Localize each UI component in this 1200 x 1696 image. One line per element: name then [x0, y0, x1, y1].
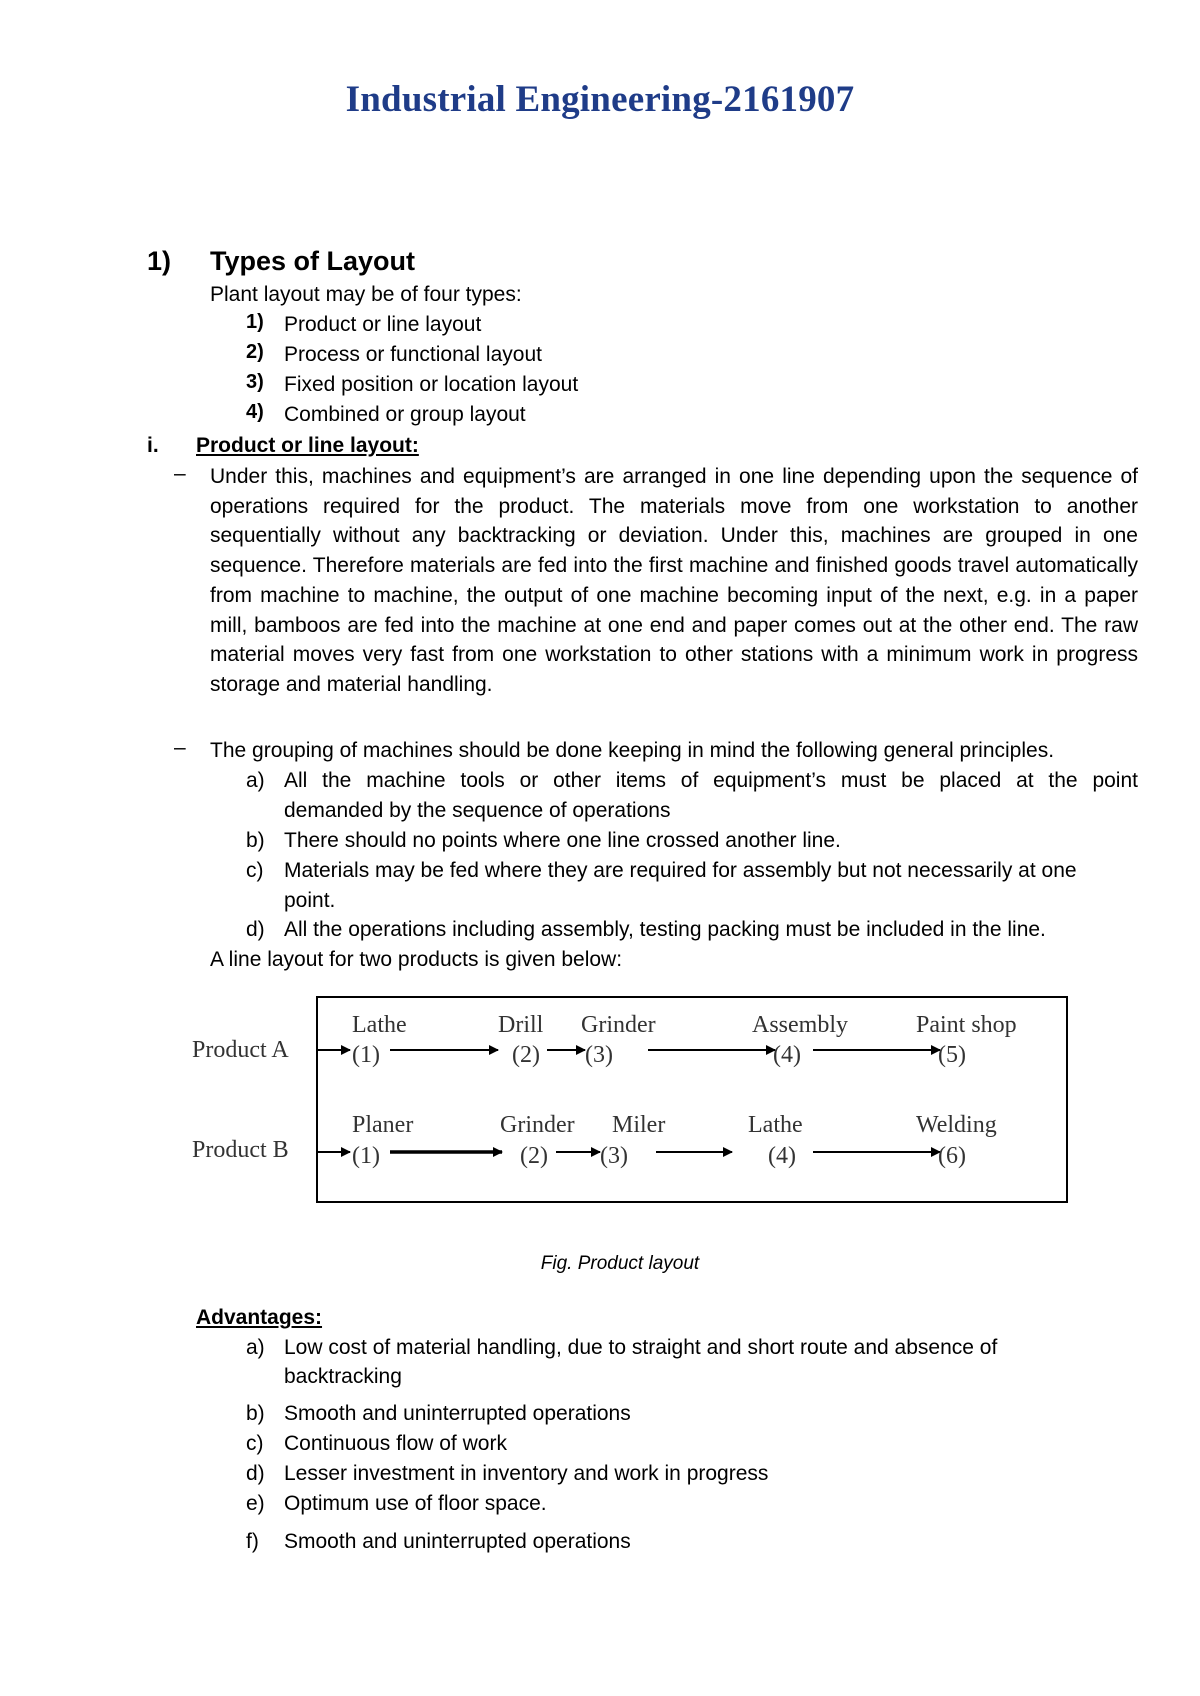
list-item: Product or line layout	[284, 313, 482, 336]
station-number: (2)	[520, 1143, 548, 1169]
station-name: Assembly	[752, 1012, 848, 1038]
list-item-letter: b)	[246, 829, 265, 852]
list-item-letter: f)	[246, 1530, 259, 1553]
station-name: Paint shop	[916, 1012, 1017, 1038]
list-item: Low cost of material handling, due to straight and short route and absence of	[284, 1336, 998, 1359]
station-name: Grinder	[500, 1112, 575, 1138]
list-item: Smooth and uninterrupted operations	[284, 1530, 631, 1553]
description-paragraph: Under this, machines and equipment’s are arranged in one line depending upon the sequence of operations required for the product. The materials move from one workstation to another sequentially without any backtracking or deviation. Under this, machines are grouped in one sequence. Therefore materials are fed into the first machine and finished goods travel automatically from machine to machine, the output of one machine becoming input of the next, e.g. in a paper mill, bamboos are fed into the machine at one end and paper comes out at the other end. The raw material moves very fast from one workstation to other stations with a minimum work in progress storage and material handling.	[210, 465, 1138, 696]
list-item-number: 4)	[246, 401, 264, 423]
list-item: All the operations including assembly, testing packing must be included in the line.	[284, 918, 1046, 941]
list-item: Continuous flow of work	[284, 1432, 507, 1455]
figure-caption: Fig. Product layout	[540, 1253, 700, 1274]
list-item-letter: c)	[246, 1432, 264, 1455]
list-item-continuation: backtracking	[284, 1365, 402, 1388]
station-name: Lathe	[748, 1112, 803, 1138]
list-item: Optimum use of floor space.	[284, 1492, 547, 1515]
station-name: Planer	[352, 1112, 414, 1138]
station-name: Miler	[612, 1112, 666, 1138]
list-item-continuation: point.	[284, 889, 336, 912]
list-item: Lesser investment in inventory and work in progress	[284, 1462, 769, 1485]
product-b-label: Product B	[192, 1137, 289, 1163]
list-item-letter: e)	[246, 1492, 265, 1515]
list-item-letter: d)	[246, 918, 265, 941]
list-item-number: 2)	[246, 341, 264, 363]
list-item-continuation: demanded by the sequence of operations	[284, 799, 671, 822]
list-item: Materials may be fed where they are required for assembly but not necessarily at one	[284, 859, 1077, 882]
list-item-letter: a)	[246, 1336, 265, 1359]
station-number: (4)	[768, 1143, 796, 1169]
station-number: (5)	[938, 1042, 966, 1068]
station-number: (2)	[512, 1042, 540, 1068]
station-number: (1)	[352, 1042, 380, 1068]
list-item: All the machine tools or other items of equipment’s must be placed at the point	[284, 769, 1138, 792]
station-number: (3)	[600, 1143, 628, 1169]
station-number: (6)	[938, 1143, 966, 1169]
list-item-letter: b)	[246, 1402, 265, 1425]
product-layout-figure	[180, 990, 1080, 1220]
bullet-dash: –	[174, 462, 186, 485]
list-item-letter: a)	[246, 769, 265, 792]
station-name: Welding	[916, 1112, 997, 1138]
advantages-title: Advantages:	[196, 1306, 323, 1329]
figure-intro: A line layout for two products is given below:	[210, 948, 623, 971]
list-item-letter: d)	[246, 1462, 265, 1485]
list-item-number: 1)	[246, 311, 264, 333]
subsection-number: i.	[147, 434, 159, 457]
list-item-number: 3)	[246, 371, 264, 393]
list-item: Combined or group layout	[284, 403, 526, 426]
station-name: Drill	[498, 1012, 544, 1038]
principles-intro: The grouping of machines should be done keeping in mind the following general principles.	[210, 739, 1055, 762]
station-number: (1)	[352, 1143, 380, 1169]
section-intro: Plant layout may be of four types:	[210, 283, 522, 306]
station-number: (3)	[585, 1042, 613, 1068]
list-item: Fixed position or location layout	[284, 373, 579, 396]
subsection-title: Product or line layout:	[196, 434, 419, 457]
station-name: Lathe	[352, 1012, 407, 1038]
section-number: 1)	[147, 246, 172, 276]
section-title: Types of Layout	[210, 246, 416, 276]
page-title: Industrial Engineering-2161907	[345, 79, 855, 120]
list-item: Process or functional layout	[284, 343, 542, 366]
station-number: (4)	[773, 1042, 801, 1068]
bullet-dash: –	[174, 736, 186, 759]
product-a-label: Product A	[192, 1037, 289, 1063]
list-item-letter: c)	[246, 859, 264, 882]
list-item: There should no points where one line crossed another line.	[284, 829, 841, 852]
list-item: Smooth and uninterrupted operations	[284, 1402, 631, 1425]
station-name: Grinder	[581, 1012, 656, 1038]
